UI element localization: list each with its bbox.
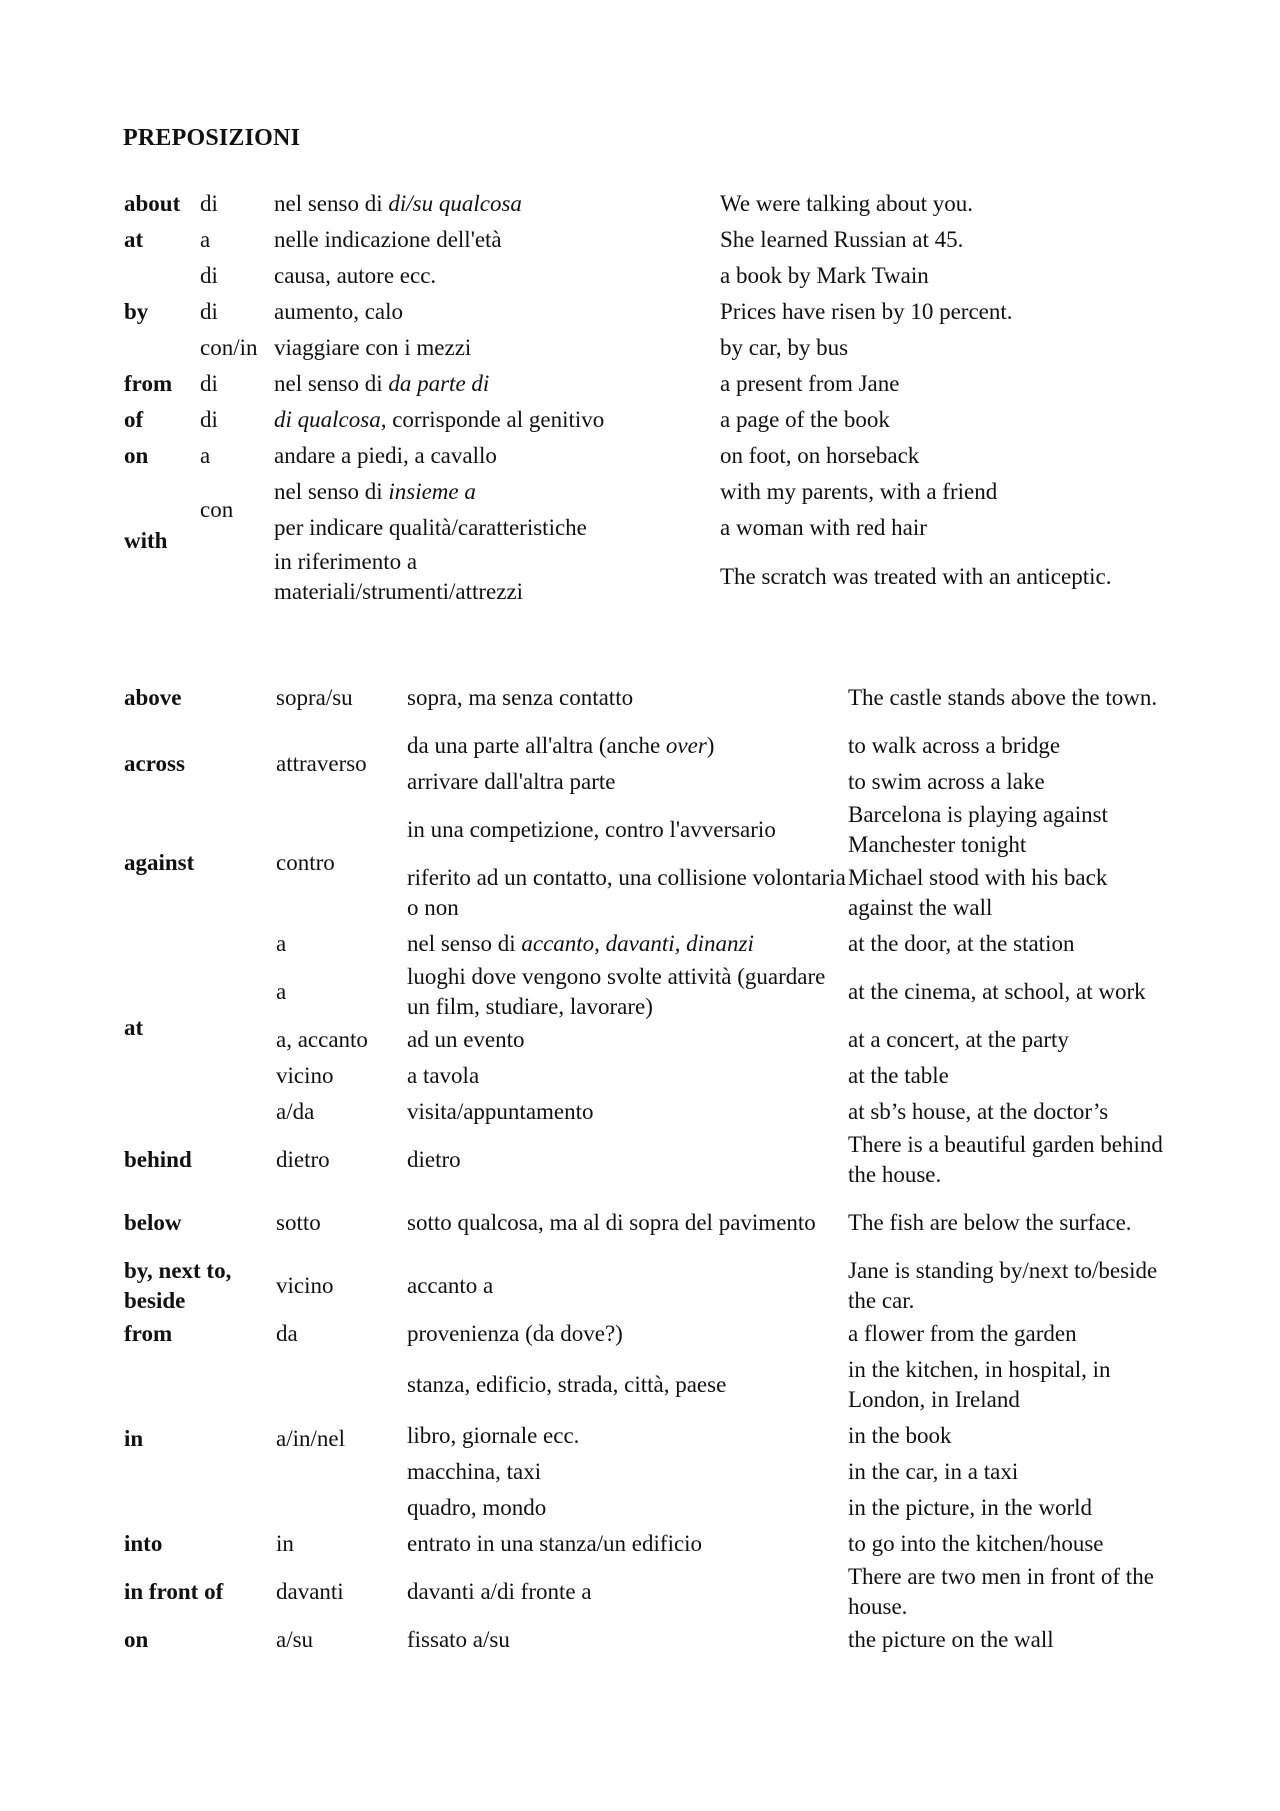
example-cell: The fish are below the surface. xyxy=(848,1210,1132,1235)
preposition-cell: with xyxy=(124,528,168,553)
example-cell: at a concert, at the party xyxy=(848,1027,1069,1052)
translation-cell: attraverso xyxy=(276,751,367,776)
meaning-italic: accanto, davanti, dinanzi xyxy=(521,931,754,956)
table-row xyxy=(124,330,1190,366)
table-row xyxy=(124,294,1190,330)
preposition-cell xyxy=(124,258,200,294)
meaning-cell: visita/appuntamento xyxy=(407,1099,594,1124)
meaning-cell: nelle indicazione dell'età xyxy=(274,227,502,252)
meaning-cell: andare a piedi, a cavallo xyxy=(274,443,497,468)
meaning-cell xyxy=(274,474,720,510)
meaning-cell: accanto a xyxy=(407,1273,494,1298)
meaning-cell: stanza, edificio, strada, città, paese xyxy=(407,1372,727,1397)
meaning-cell xyxy=(274,186,720,222)
meaning-cell xyxy=(274,366,720,402)
example-cell: a woman with red hair xyxy=(720,515,927,540)
meaning-cell: libro, giornale ecc. xyxy=(407,1423,580,1448)
translation-cell: a/da xyxy=(276,1099,315,1124)
table-row xyxy=(124,258,1190,294)
meaning-text: ) xyxy=(706,733,715,758)
preposition-cell: by xyxy=(124,299,149,324)
table-row xyxy=(124,962,1168,1022)
preposition-cell: from xyxy=(124,371,173,396)
example-cell: by car, by bus xyxy=(720,335,849,360)
preposition-cell: against xyxy=(124,850,195,875)
translation-cell: a xyxy=(276,931,287,956)
meaning-cell: aumento, calo xyxy=(274,299,404,324)
example-cell: in the book xyxy=(848,1423,952,1448)
prepositions-table-basic xyxy=(124,186,1190,608)
preposition-cell: behind xyxy=(124,1147,192,1172)
meaning-cell xyxy=(407,728,848,764)
example-cell: in the picture, in the world xyxy=(848,1495,1092,1520)
meaning-cell: entrato in una stanza/un edificio xyxy=(407,1531,703,1556)
translation-cell: a xyxy=(200,443,211,468)
preposition-cell: about xyxy=(124,191,181,216)
meaning-cell: quadro, mondo xyxy=(407,1495,547,1520)
table-row xyxy=(124,800,1168,860)
example-cell: The castle stands above the town. xyxy=(848,685,1158,710)
meaning-italic: di/su qualcosa xyxy=(388,191,522,216)
translation-cell: vicino xyxy=(276,1273,334,1298)
meaning-text: nel senso di xyxy=(274,371,389,396)
preposition-cell: of xyxy=(124,407,144,432)
preposition-cell: on xyxy=(124,1627,149,1652)
table-row xyxy=(124,402,1190,438)
table-row xyxy=(124,1190,1168,1256)
table-row xyxy=(124,1526,1168,1562)
preposition-cell: from xyxy=(124,1321,173,1346)
preposition-cell: at xyxy=(124,227,144,252)
translation-cell: di xyxy=(200,263,218,288)
example-cell: at the table xyxy=(848,1063,949,1088)
translation-cell: con/in xyxy=(200,335,258,360)
example-cell: to walk across a bridge xyxy=(848,733,1061,758)
translation-cell: a xyxy=(276,979,287,1004)
meaning-cell: ad un evento xyxy=(407,1027,525,1052)
example-cell: the picture on the wall xyxy=(848,1627,1054,1652)
preposition-cell: across xyxy=(124,751,185,776)
example-cell: There are two men in front of the house. xyxy=(848,1564,1154,1619)
meaning-cell: a tavola xyxy=(407,1063,480,1088)
table-row xyxy=(124,186,1190,222)
preposition-cell: in front of xyxy=(124,1579,224,1604)
meaning-text: corrisponde al genitivo xyxy=(386,407,605,432)
table-row xyxy=(124,510,1190,546)
example-cell: in the car, in a taxi xyxy=(848,1459,1019,1484)
example-cell: at sb’s house, at the doctor’s xyxy=(848,1099,1109,1124)
table-row xyxy=(124,1022,1168,1058)
example-cell: There is a beautiful garden behind the house. xyxy=(848,1132,1163,1187)
preposition-cell: above xyxy=(124,685,182,710)
table-row xyxy=(124,1316,1168,1352)
meaning-cell: sotto qualcosa, ma al di sopra del pavimento xyxy=(407,1210,816,1235)
translation-cell: vicino xyxy=(276,1063,334,1088)
meaning-cell: dietro xyxy=(407,1147,461,1172)
preposition-cell: into xyxy=(124,1531,163,1556)
translation-cell: sotto xyxy=(276,1210,321,1235)
translation-cell: davanti xyxy=(276,1579,344,1604)
translation-cell: sopra/su xyxy=(276,685,353,710)
table-row xyxy=(124,1562,1168,1622)
example-cell: at the door, at the station xyxy=(848,931,1075,956)
meaning-cell xyxy=(274,402,720,438)
table-row xyxy=(124,668,1168,728)
table-row xyxy=(124,366,1190,402)
table-row xyxy=(124,728,1168,764)
meaning-cell: fissato a/su xyxy=(407,1627,510,1652)
prepositions-table-place xyxy=(124,668,1168,1658)
translation-cell: di xyxy=(200,191,218,216)
meaning-italic: di qualcosa, xyxy=(274,407,387,432)
meaning-text: nel senso di xyxy=(407,931,522,956)
page-title: PREPOSIZIONI xyxy=(123,125,301,151)
example-cell: to go into the kitchen/house xyxy=(848,1531,1104,1556)
meaning-text: in riferimento a xyxy=(274,549,418,574)
example-cell: on foot, on horseback xyxy=(720,443,920,468)
translation-cell: in xyxy=(276,1531,294,1556)
meaning-cell: arrivare dall'altra parte xyxy=(407,769,616,794)
table-row xyxy=(124,438,1190,474)
meaning-cell: provenienza (da dove?) xyxy=(407,1321,623,1346)
table-row xyxy=(124,222,1190,258)
meaning-italic: insieme a xyxy=(388,479,476,504)
table-row xyxy=(124,1094,1168,1130)
table-row xyxy=(124,1352,1168,1418)
example-cell: a page of the book xyxy=(720,407,890,432)
example-cell: The scratch was treated with an anticeptic. xyxy=(720,564,1112,589)
example-cell: at the cinema, at school, at work xyxy=(848,979,1146,1004)
meaning-text: nel senso di xyxy=(274,479,389,504)
translation-cell xyxy=(200,546,274,608)
example-cell: a book by Mark Twain xyxy=(720,263,929,288)
translation-cell: da xyxy=(276,1321,298,1346)
example-cell: a flower from the garden xyxy=(848,1321,1077,1346)
example-cell: We were talking about you. xyxy=(720,191,973,216)
meaning-text: nel senso di xyxy=(274,191,389,216)
meaning-cell xyxy=(407,926,848,962)
example-cell: with my parents, with a friend xyxy=(720,479,998,504)
table-row xyxy=(124,1256,1168,1316)
table-row xyxy=(124,926,1168,962)
example-cell: in the kitchen, in hospital, in London, in Ireland xyxy=(848,1357,1111,1412)
translation-cell: a, accanto xyxy=(276,1027,368,1052)
preposition-cell: below xyxy=(124,1210,182,1235)
translation-cell: a/in/nel xyxy=(276,1426,345,1451)
table-row xyxy=(124,1058,1168,1094)
example-cell: Michael stood with his back against the wall xyxy=(848,865,1108,920)
preposition-cell: on xyxy=(124,443,149,468)
table-row xyxy=(124,1622,1168,1658)
meaning-italic: over xyxy=(665,733,707,758)
table-row xyxy=(124,546,1190,608)
meaning-italic: da parte di xyxy=(388,371,490,396)
meaning-text: materiali/strumenti/attrezzi xyxy=(274,579,524,604)
meaning-cell: causa, autore ecc. xyxy=(274,263,437,288)
example-cell: Jane is standing by/next to/beside the car. xyxy=(848,1258,1158,1313)
translation-cell: di xyxy=(200,299,218,324)
translation-cell: a xyxy=(200,227,211,252)
meaning-text: da una parte all'altra (anche xyxy=(407,733,666,758)
preposition-cell xyxy=(124,330,200,366)
translation-cell: di xyxy=(200,371,218,396)
translation-cell: a/su xyxy=(276,1627,314,1652)
table-row xyxy=(124,474,1190,510)
preposition-cell: in xyxy=(124,1426,144,1451)
meaning-cell: riferito ad un contatto, una collisione volontaria o non xyxy=(407,865,846,920)
meaning-cell: luoghi dove vengono svolte attività (guardare un film, studiare, lavorare) xyxy=(407,964,826,1019)
meaning-cell: macchina, taxi xyxy=(407,1459,542,1484)
table-row xyxy=(124,1130,1168,1190)
meaning-cell: davanti a/di fronte a xyxy=(407,1579,592,1604)
example-cell: Prices have risen by 10 percent. xyxy=(720,299,1013,324)
example-cell: Barcelona is playing against Manchester tonight xyxy=(848,802,1108,857)
meaning-cell xyxy=(274,546,720,608)
translation-cell: dietro xyxy=(276,1147,330,1172)
preposition-cell: at xyxy=(124,1015,144,1040)
meaning-cell: viaggiare con i mezzi xyxy=(274,335,472,360)
meaning-cell: per indicare qualità/caratteristiche xyxy=(274,515,587,540)
example-cell: a present from Jane xyxy=(720,371,900,396)
example-cell: She learned Russian at 45. xyxy=(720,227,964,252)
example-cell: to swim across a lake xyxy=(848,769,1045,794)
meaning-cell: sopra, ma senza contatto xyxy=(407,685,634,710)
translation-cell: contro xyxy=(276,850,335,875)
preposition-cell: by, next to, beside xyxy=(124,1258,232,1313)
meaning-cell: in una competizione, contro l'avversario xyxy=(407,817,776,842)
translation-cell: con xyxy=(200,497,234,522)
translation-cell: di xyxy=(200,407,218,432)
